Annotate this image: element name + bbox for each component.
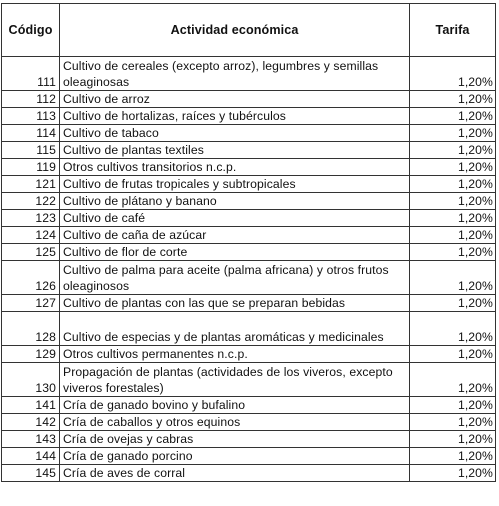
header-activity: Actividad económica [60,4,410,57]
row-activity: Cultivo de cereales (excepto arroz), legumbres y semillas oleaginosas [60,57,410,91]
row-code: 114 [2,125,60,142]
row-activity: Cultivo de caña de azúcar [60,227,410,244]
row-activity: Cultivo de especias y de plantas aromáticas y medicinales [60,312,410,346]
row-activity: Cultivo de plantas textiles [60,142,410,159]
row-activity: Cultivo de palma para aceite (palma africana) y otros frutos oleaginosos [60,261,410,295]
row-rate: 1,20% [410,227,496,244]
row-rate: 1,20% [410,346,496,363]
row-activity: Propagación de plantas (actividades de los viveros, excepto viveros forestales) [60,363,410,397]
row-rate: 1,20% [410,193,496,210]
table-row [2,91,496,108]
row-activity: Cultivo de hortalizas, raíces y tubérculos [60,108,410,125]
row-code: 124 [2,227,60,244]
table-row [2,312,496,346]
row-activity: Otros cultivos permanentes n.c.p. [60,346,410,363]
header-row [2,4,496,57]
row-code: 123 [2,210,60,227]
table-row [2,448,496,465]
row-code: 141 [2,397,60,414]
row-activity: Cría de caballos y otros equinos [60,414,410,431]
row-activity: Cría de aves de corral [60,465,410,482]
row-rate: 1,20% [410,125,496,142]
row-activity: Cultivo de café [60,210,410,227]
tariff-table [1,3,496,482]
row-code: 125 [2,244,60,261]
row-code: 119 [2,159,60,176]
row-rate: 1,20% [410,142,496,159]
table-row [2,142,496,159]
row-code: 143 [2,431,60,448]
table-body [2,57,496,482]
table-header [2,4,496,57]
row-code: 130 [2,363,60,397]
header-rate: Tarifa [410,4,496,57]
row-activity: Cría de ganado bovino y bufalino [60,397,410,414]
row-rate: 1,20% [410,363,496,397]
row-activity: Cría de ganado porcino [60,448,410,465]
row-code: 145 [2,465,60,482]
row-code: 128 [2,312,60,346]
row-rate: 1,20% [410,176,496,193]
row-activity: Cría de ovejas y cabras [60,431,410,448]
row-activity: Cultivo de plátano y banano [60,193,410,210]
table-row [2,244,496,261]
table-row [2,108,496,125]
table-row [2,125,496,142]
table-row [2,159,496,176]
table-row [2,346,496,363]
row-code: 111 [2,57,60,91]
row-rate: 1,20% [410,448,496,465]
row-code: 121 [2,176,60,193]
table-row [2,397,496,414]
row-activity: Otros cultivos transitorios n.c.p. [60,159,410,176]
table-row [2,363,496,397]
table-row [2,176,496,193]
row-code: 113 [2,108,60,125]
table-row [2,261,496,295]
row-code: 144 [2,448,60,465]
row-rate: 1,20% [410,91,496,108]
table-row [2,431,496,448]
row-rate: 1,20% [410,57,496,91]
table-row [2,57,496,91]
row-code: 129 [2,346,60,363]
row-rate: 1,20% [410,244,496,261]
row-activity: Cultivo de plantas con las que se preparan bebidas [60,295,410,312]
row-code: 142 [2,414,60,431]
row-rate: 1,20% [410,431,496,448]
row-activity: Cultivo de tabaco [60,125,410,142]
row-code: 127 [2,295,60,312]
table-row [2,414,496,431]
header-code: Código [2,4,60,57]
row-rate: 1,20% [410,397,496,414]
row-rate: 1,20% [410,414,496,431]
row-code: 112 [2,91,60,108]
row-rate: 1,20% [410,159,496,176]
row-rate: 1,20% [410,295,496,312]
row-rate: 1,20% [410,465,496,482]
row-code: 122 [2,193,60,210]
table-row [2,193,496,210]
row-rate: 1,20% [410,210,496,227]
table-row [2,227,496,244]
row-code: 126 [2,261,60,295]
row-rate: 1,20% [410,261,496,295]
row-activity: Cultivo de frutas tropicales y subtropicales [60,176,410,193]
row-rate: 1,20% [410,108,496,125]
row-activity: Cultivo de flor de corte [60,244,410,261]
row-code: 115 [2,142,60,159]
table-row [2,210,496,227]
row-activity: Cultivo de arroz [60,91,410,108]
table-row [2,295,496,312]
table-row [2,465,496,482]
row-rate: 1,20% [410,312,496,346]
